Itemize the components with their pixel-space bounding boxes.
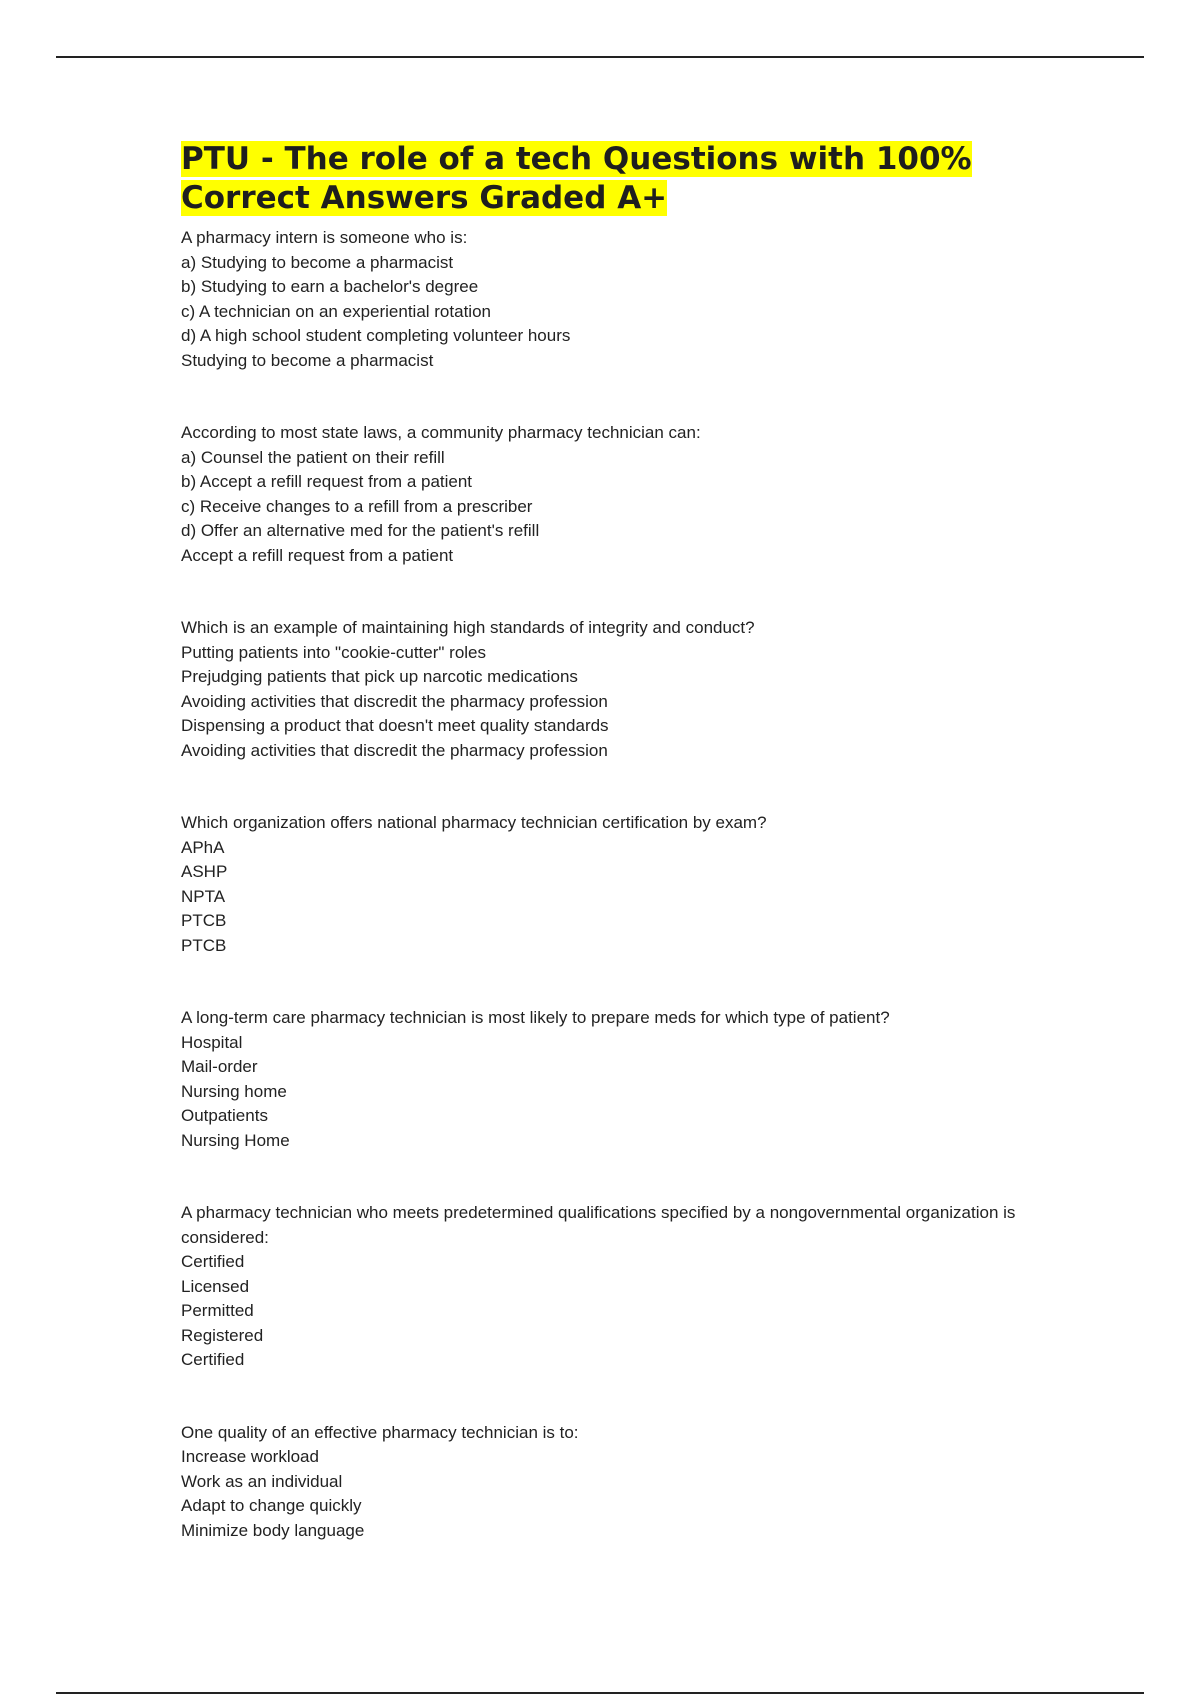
question-option: Certified [181,1252,245,1271]
question-option: APhA [181,837,225,857]
question-block [181,421,1061,568]
question-option: a) Counsel the patient on their refill [181,447,445,467]
question-option: Hospital [181,1032,243,1052]
question-prompt: Which organization offers national pharmacy technician certification by exam? [181,813,767,832]
question-answer: PTCB [181,935,227,955]
question-option: Increase workload [181,1447,319,1466]
question-option: b) Accept a refill request from a patient [181,472,473,491]
question-option: b) Studying to earn a bachelor's degree [181,277,479,296]
question-option: Mail-order [181,1057,258,1076]
question-option: d) A high school student completing volunteer hours [181,326,571,345]
question-option: Licensed [181,1276,250,1296]
question-answer: Accept a refill request from a patient [181,545,454,565]
question-answer: Avoiding activities that discredit the pharmacy profession [181,740,608,760]
question-answer: Certified [181,1350,245,1369]
question-answer: Studying to become a pharmacist [181,350,434,370]
header-rule [56,56,1144,58]
question-block [181,1421,1061,1544]
document-title-text: PTU - The role of a tech Questions with 100% Correct Answers Graded A+ [181,141,972,216]
question-prompt: A pharmacy intern is someone who is: [181,228,468,247]
question-answer: Nursing Home [181,1130,290,1150]
question-option: PTCB [181,911,227,930]
question-option: Work as an individual [181,1471,343,1491]
document-title [181,140,1061,218]
question-option: c) A technician on an experiential rotation [181,301,491,321]
question-option: c) Receive changes to a refill from a prescriber [181,496,533,516]
question-option: Nursing home [181,1081,287,1101]
question-block [181,616,1061,763]
document-body [181,140,1061,1543]
question-block [181,811,1061,958]
question-block [181,1201,1061,1373]
question-option: d) Offer an alternative med for the patient's refill [181,521,540,540]
question-prompt: Which is an example of maintaining high standards of integrity and conduct? [181,618,755,637]
question-option: Dispensing a product that doesn't meet quality standards [181,716,609,735]
question-option: Minimize body language [181,1520,365,1540]
question-option: Putting patients into "cookie-cutter" roles [181,642,487,662]
question-option: Prejudging patients that pick up narcotic medications [181,667,578,686]
question-option: Permitted [181,1301,254,1320]
question-prompt: One quality of an effective pharmacy technician is to: [181,1422,579,1442]
question-prompt: A pharmacy technician who meets predetermined qualifications specified by a nongovernmental organization is considered: [181,1203,1021,1247]
question-prompt: A long-term care pharmacy technician is most likely to prepare meds for which type of patient? [181,1008,890,1027]
footer-rule [56,1692,1144,1694]
question-block [181,226,1061,373]
question-option: Registered [181,1325,264,1345]
question-block [181,1006,1061,1153]
question-prompt: According to most state laws, a community pharmacy technician can: [181,423,701,442]
question-option: Avoiding activities that discredit the pharmacy profession [181,691,608,711]
question-option: Adapt to change quickly [181,1496,362,1515]
question-option: ASHP [181,862,228,881]
question-option: NPTA [181,886,226,906]
question-option: Outpatients [181,1106,268,1125]
question-option: a) Studying to become a pharmacist [181,252,454,272]
